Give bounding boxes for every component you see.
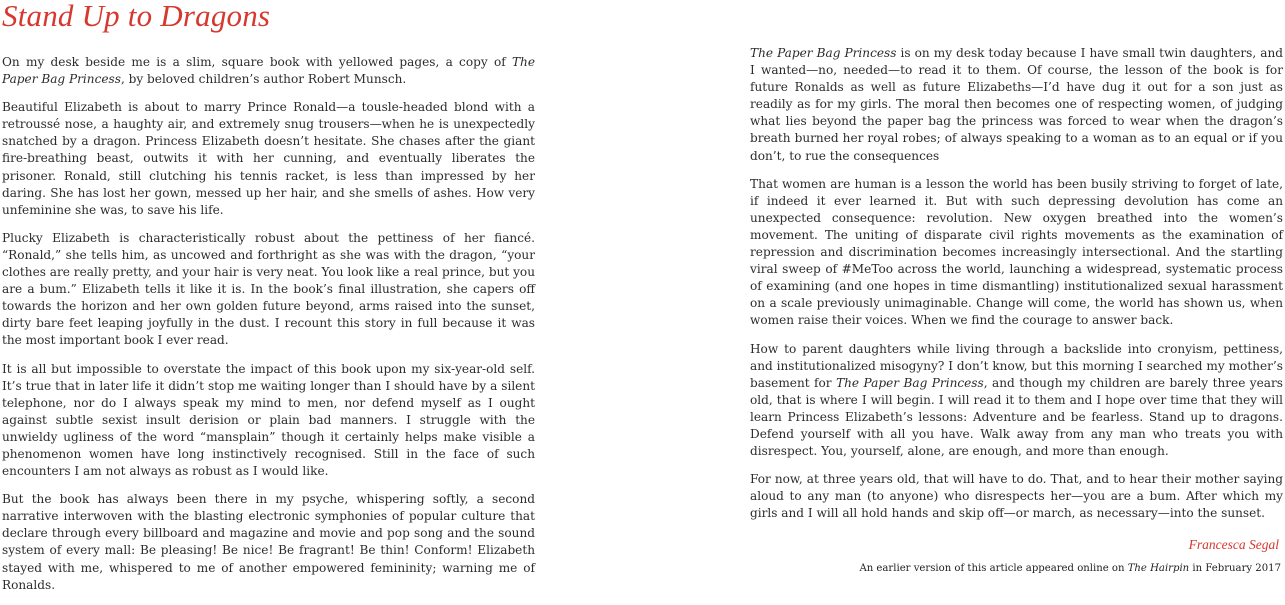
paragraph: Beautiful Elizabeth is about to marry Prince Ronald—a tousle-headed blond with a retroussé nose, a haughty air, and extremely snug trousers—when he is unexpectedly snatched by a dragon. Princess Elizabeth doesn’t hesitate. She chases after the giant fire-breathing beast, outwits it with her cunning, and eventually liberates the prisoner. Ronald, still clutching his tennis racket, is less than impressed by her daring. She has lost her gown, messed up her hair, and she smells of ashes. How very unfeminine she was, to save his life.	[2, 100, 535, 217]
paragraph: Plucky Elizabeth is characteristically robust about the pettiness of her fiancé. “Ronald,” she tells him, as uncowed and forthright as she was with the dragon, “your clothes are really pretty, and your hair is very neat. You look like a real prince, but you are a bum.” Elizabeth tells it like it is. In the book’s final illustration, she capers off towards the horizon and her own golden future beyond, arms raised into the sunset, dirty bare feet leaping joyfully in the dust. I recount this story in full because it was the most important book I ever read.	[2, 230, 535, 348]
book-title: The Paper Bag Princess	[750, 46, 897, 60]
paragraph: The Paper Bag Princess is on my desk today because I have small twin daughters, and I wanted—no, needed—to read it to them. Of course, the lesson of the book is for future Ronalds as well as future Elizabeths—I’d have dug it out for a son just as readily as for my girls. The moral then becomes one of respecting women, of judging what lies beyond the paper bag the princess was forced to wear when the dragon’s breath burned her royal robes; of always speaking to a woman as to an equal or if you don’t, to rue the consequences	[750, 46, 1283, 163]
paragraph: That women are human is a lesson the world has been busily striving to forget of late, if indeed it ever learned it. But with such depressing devolution has come an unexpected consequence: revolution. New oxygen breathed into the women’s movement. The uniting of disparate civil rights movements as the examination of repression and discrimination becomes increasingly intersectional. And the startling viral sweep of #MeToo across the world, launching a widespread, systematic process of examining (and one hopes in time dismantling) institutionalized sexual harassment on a scale previously unimaginable. Change will come, the world has shown us, when women raise their voices. When we find the courage to answer back.	[750, 176, 1283, 328]
publication-name: The Hairpin	[1127, 563, 1190, 574]
right-column	[750, 45, 1283, 533]
paragraph: How to parent daughters while living through a backslide into cronyism, pettiness, and institutionalized misogyny? I don’t know, but this morning I searched my mother’s basement for The Paper Bag Princess, and though my children are barely three years old, that is where I will begin. I will read it to them and I hope over time that they will learn Princess Elizabeth’s lessons: Adventure and be fearless. Stand up to dragons. Defend yourself with all you have. Walk away from any man who treats you with disrespect. You, yourself, alone, are enough, and more than enough.	[750, 341, 1283, 459]
paragraph: For now, at three years old, that will have to do. That, and to hear their mother saying aloud to any man (to anyone) who disrespects her—you are a bum. After which my girls and I will all hold hands and skip off—or march, as necessary—into the sunset.	[750, 472, 1283, 521]
paragraph: But the book has always been there in my psyche, whispering softly, a second narrative interwoven with the blasting electronic symphonies of popular culture that declare through every billboard and magazine and movie and pop song and the sound system of every mall: Be pleasing! Be nice! Be fragrant! Be thin! Conform! Elizabeth stayed with me, whispered to me of another empowered femininity; warning me of Ronalds.	[2, 492, 535, 592]
book-title: The Paper Bag Princess	[2, 55, 535, 87]
publication-note: An earlier version of this article appeared online on The Hairpin in February 2017	[859, 563, 1281, 574]
left-column	[2, 54, 535, 605]
article-title: Stand Up to Dragons	[2, 0, 271, 33]
author-signature: Francesca Segal	[1188, 537, 1279, 552]
paragraph: On my desk beside me is a slim, square book with yellowed pages, a copy of The Paper Bag Princess, by beloved children’s author Robert Munsch.	[2, 55, 535, 87]
paragraph: It is all but impossible to overstate the impact of this book upon my six-year-old self. It’s true that in later life it didn’t stop me waiting longer than I should have by a silent telephone, nor do I always speak my mind to men, nor defend myself as I ought against subtle sexist insult derision or plain bad manners. I struggle with the unwieldy ugliness of the word “mansplain” though it certainly helps make visible a phenomenon women have long instinctively recognised. Still in the face of such encounters I am not always as robust as I would like.	[2, 361, 535, 479]
book-title: The Paper Bag Princess	[836, 375, 984, 390]
